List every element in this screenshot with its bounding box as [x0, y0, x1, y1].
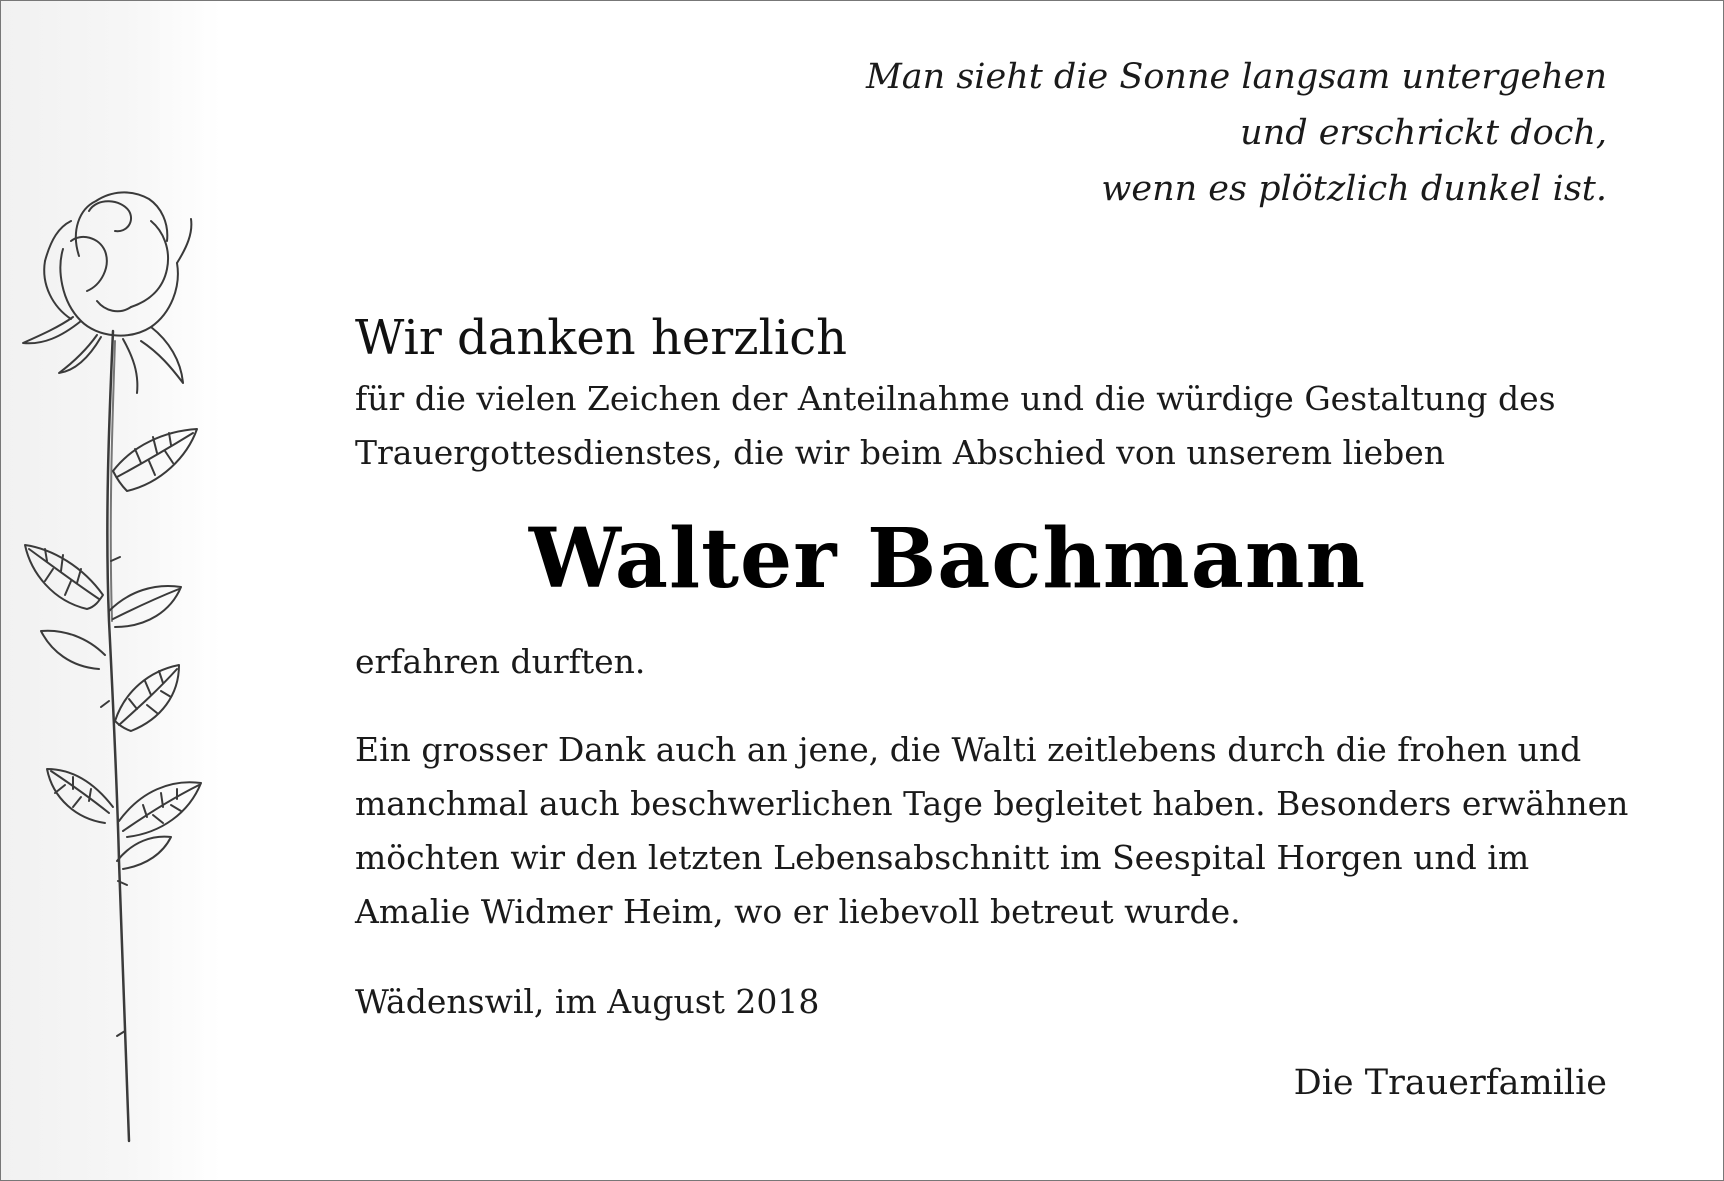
paragraph-line: Amalie Widmer Heim, wo er liebevoll betreut wurde. — [355, 892, 1241, 931]
intro-text — [355, 372, 1556, 480]
quote-line: wenn es plötzlich dunkel ist. — [1101, 169, 1607, 209]
gratitude-paragraph — [355, 723, 1628, 939]
intro-line: für die vielen Zeichen der Anteilnahme und die würdige Gestaltung des — [355, 379, 1556, 418]
paragraph-line: Ein grosser Dank auch an jene, die Walti zeitlebens durch die frohen und — [355, 730, 1582, 769]
opening-quote — [866, 49, 1607, 217]
paragraph-line: möchten wir den letzten Lebensabschnitt im Seespital Horgen und im — [355, 838, 1530, 877]
after-name-text: erfahren durften. — [355, 642, 646, 681]
deceased-name: Walter Bachmann — [528, 511, 1367, 607]
intro-line: Trauergottesdienstes, die wir beim Abschied von unserem lieben — [355, 433, 1446, 472]
signature: Die Trauerfamilie — [1293, 1063, 1607, 1103]
quote-line: und erschrickt doch, — [1240, 113, 1607, 153]
paragraph-line: manchmal auch beschwerlichen Tage begleitet haben. Besonders erwähnen — [355, 784, 1629, 823]
thanks-heading: Wir danken herzlich — [355, 310, 848, 366]
place-date: Wädenswil, im August 2018 — [355, 982, 820, 1021]
rose-illustration-icon — [1, 1, 221, 1180]
quote-line: Man sieht die Sonne langsam untergehen — [865, 57, 1607, 97]
